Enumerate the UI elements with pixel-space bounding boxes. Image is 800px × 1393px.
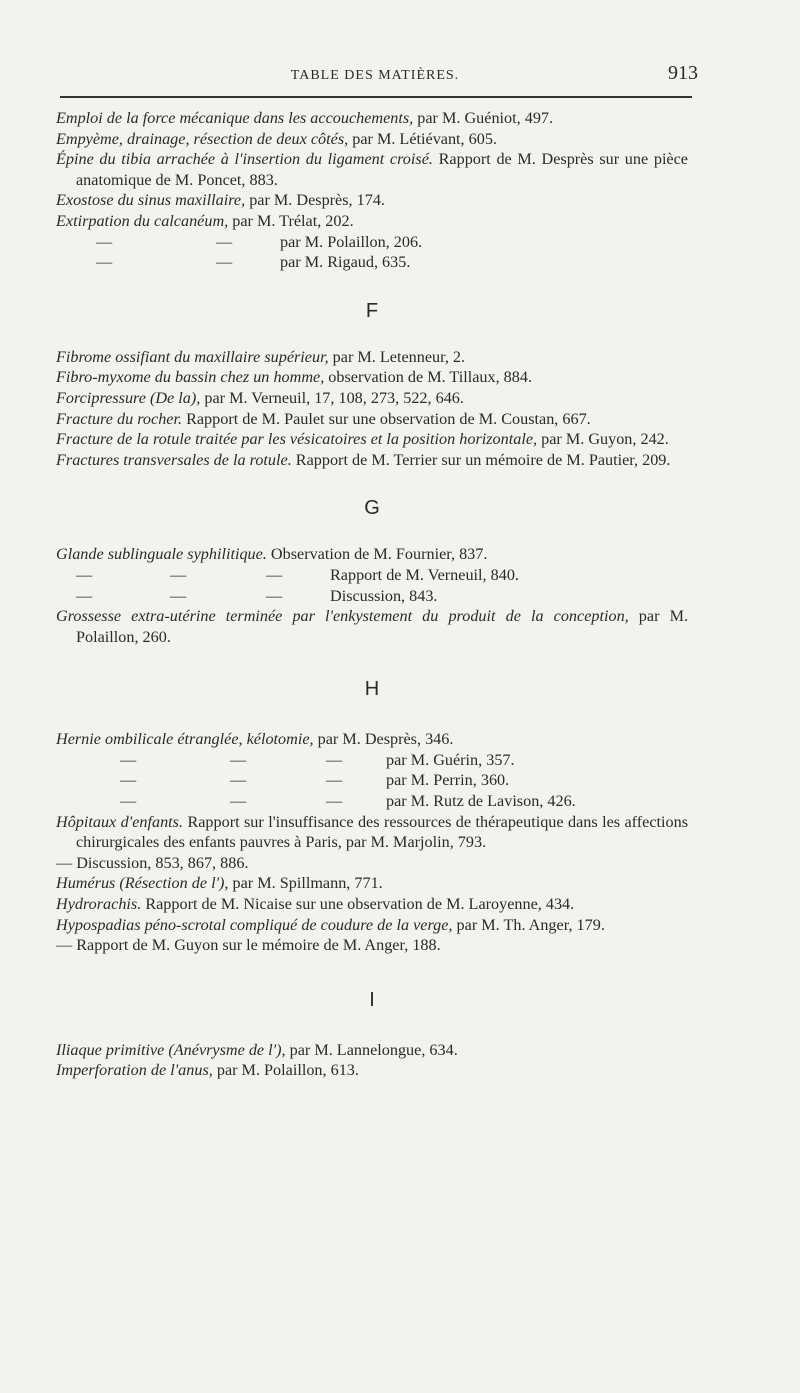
section-letter-g: G: [364, 497, 380, 520]
index-entry: Emploi de la force mécanique dans les accouchements, par M. Guéniot, 497.: [56, 109, 554, 127]
index-entry: Fracture de la rotule traitée par les vésicatoires et la position horizontale, par M. Guyon, 242.: [56, 430, 669, 449]
index-subentry: — — — Rapport de M. Verneuil, 840.: [76, 565, 519, 584]
index-entry: Extirpation du calcanéum, par M. Trélat, 202.: [56, 211, 354, 230]
index-entry: Forcipressure (De la), par M. Verneuil, 17, 108, 273, 522, 646.: [56, 388, 464, 407]
index-entry: Iliaque primitive (Anévrysme de l'), par M. Lannelongue, 634.: [56, 1040, 458, 1059]
index-entry: Imperforation de l'anus, par M. Polaillon, 613.: [56, 1061, 359, 1080]
section-letter-f: F: [365, 299, 379, 322]
index-entry: — Discussion, 853, 867, 886.: [56, 853, 249, 872]
page-number: 913: [668, 62, 698, 84]
index-entry: Hypospadias péno-scrotal compliqué de coudure de la verge, par M. Th. Anger, 179.: [56, 915, 605, 934]
index-body: [56, 108, 688, 1081]
header-rule: [60, 96, 692, 98]
index-subentry: — — — Discussion, 843.: [76, 586, 438, 605]
index-entry: Fibro-myxome du bassin chez un homme, observation de M. Tillaux, 884.: [56, 368, 532, 387]
index-entry: Humérus (Résection de l'), par M. Spillmann, 771.: [56, 874, 383, 893]
running-title: TABLE DES MATIÈRES.: [290, 68, 460, 83]
index-entry: Fracture du rocher. Rapport de M. Paulet sur une observation de M. Coustan, 667.: [56, 409, 591, 428]
index-entry: Grossesse extra-utérine terminée par l'enkystement du produit de la conception, par M. Polaillon, 260.: [56, 607, 689, 646]
section-letter-i: I: [369, 988, 375, 1011]
index-entry: Hôpitaux d'enfants. Rapport sur l'insuffisance des ressources de thérapeutique dans les affections chirurgicales des enfants pauvres à Paris, par M. Marjolin, 793.: [56, 812, 688, 852]
index-entry: Fibrome ossifiant du maxillaire supérieur, par M. Letenneur, 2.: [56, 347, 466, 366]
index-entry: Exostose du sinus maxillaire, par M. Desprès, 174.: [56, 191, 385, 210]
index-entry: Glande sublinguale syphilitique. Observation de M. Fournier, 837.: [56, 545, 488, 564]
index-subentry: — — par M. Rigaud, 635.: [96, 253, 411, 272]
page-header: [60, 60, 698, 90]
index-entry: Empyème, drainage, résection de deux côtés, par M. Létiévant, 605.: [56, 129, 497, 148]
index-entry: Hernie ombilicale étranglée, kélotomie, par M. Desprès, 346.: [56, 730, 454, 749]
index-entry: Fractures transversales de la rotule. Rapport de M. Terrier sur un mémoire de M. Pautier, 209.: [56, 450, 671, 469]
index-subentry: — — — par M. Perrin, 360.: [120, 771, 510, 790]
index-entry: Hydrorachis. Rapport de M. Nicaise sur une observation de M. Laroyenne, 434.: [56, 895, 575, 914]
index-entry: — Rapport de M. Guyon sur le mémoire de M. Anger, 188.: [56, 936, 441, 955]
index-subentry: — — — par M. Rutz de Lavison, 426.: [120, 792, 576, 811]
section-letter-h: H: [364, 678, 380, 701]
index-subentry: — — par M. Polaillon, 206.: [96, 232, 423, 251]
index-entry: Épine du tibia arrachée à l'insertion du ligament croisé. Rapport de M. Desprès sur une pièce anatomique de M. Poncet, 883.: [56, 150, 688, 189]
index-subentry: — — — par M. Guérin, 357.: [120, 750, 515, 769]
